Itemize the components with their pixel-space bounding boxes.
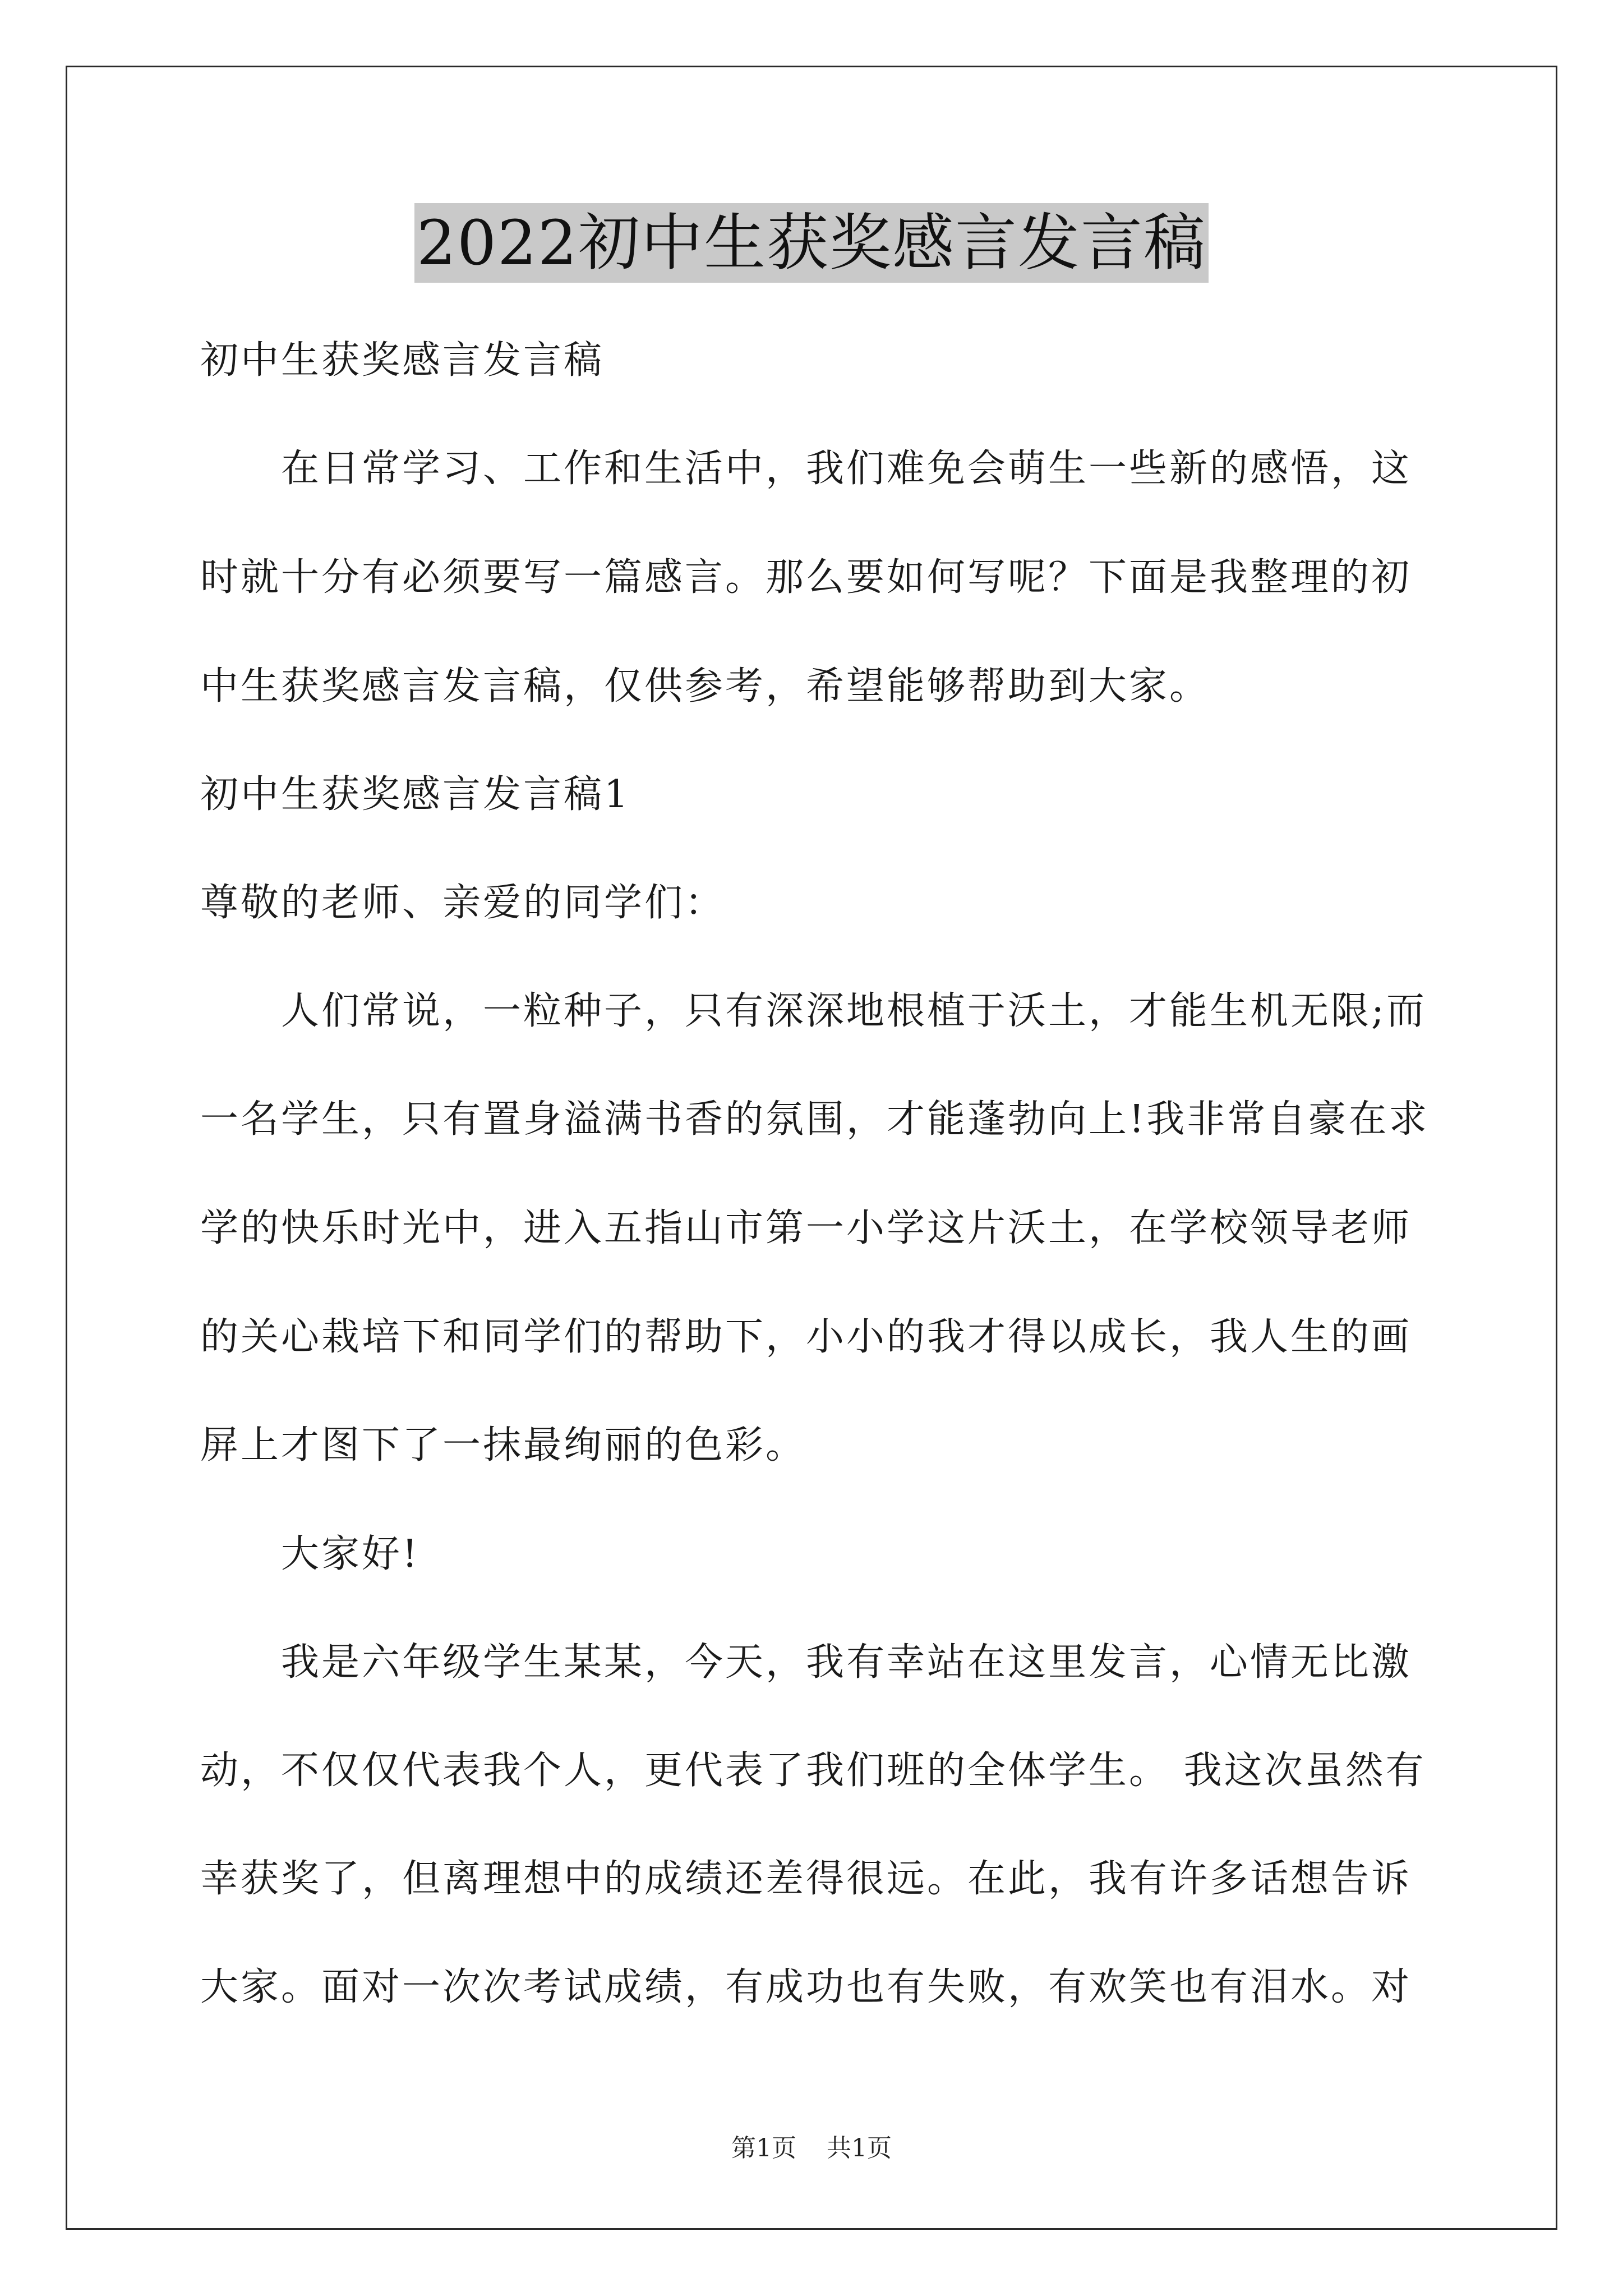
paragraph-line: 人们常说，一粒种子，只有深深地根植于沃土，才能生机无限;而 xyxy=(200,989,1427,1033)
paragraph-line: 屏上才图下了一抹最绚丽的色彩。 xyxy=(200,1423,806,1467)
salutation-line: 尊敬的老师、亲爱的同学们： xyxy=(200,881,726,925)
subtitle-line: 初中生获奖感言发言稿 xyxy=(200,338,605,383)
document-body xyxy=(200,311,1428,2014)
paragraph-line: 我是六年级学生某某，今天，我有幸站在这里发言，心情无比激 xyxy=(200,1640,1412,1685)
page-total: 共1页 xyxy=(827,2134,892,2162)
paragraph-line: 在日常学习、工作和生活中，我们难免会萌生一些新的感悟，这 xyxy=(200,447,1412,491)
document-title: 2022初中生获奖感言发言稿 xyxy=(414,203,1209,283)
paragraph-line: 大家。面对一次次考试成绩，有成功也有失败，有欢笑也有泪水。对 xyxy=(200,1965,1412,2009)
paragraph-line: 动，不仅仅代表我个人，更代表了我们班的全体学生。 我这次虽然有 xyxy=(200,1749,1426,1793)
paragraph-line: 幸获奖了，但离理想中的成绩还差得很远。在此，我有许多话想告诉 xyxy=(200,1857,1412,1901)
paragraph-line: 时就十分有必须要写一篇感言。那么要如何写呢？下面是我整理的初 xyxy=(200,555,1412,600)
title-wrap xyxy=(0,203,1623,283)
paragraph-line: 的关心栽培下和同学们的帮助下，小小的我才得以成长，我人生的画 xyxy=(200,1315,1412,1359)
paragraph-line: 一名学生，只有置身溢满书香的氛围，才能蓬勃向上!我非常自豪在求 xyxy=(200,1097,1430,1142)
greeting-line: 大家好! xyxy=(200,1532,420,1576)
paragraph-line: 中生获奖感言发言稿，仅供参考，希望能够帮助到大家。 xyxy=(200,664,1210,708)
page-footer xyxy=(0,2132,1623,2165)
section-heading: 初中生获奖感言发言稿1 xyxy=(200,772,631,817)
page-number: 第1页 xyxy=(731,2134,796,2162)
paragraph-line: 学的快乐时光中，进入五指山市第一小学这片沃土，在学校领导老师 xyxy=(200,1206,1412,1250)
